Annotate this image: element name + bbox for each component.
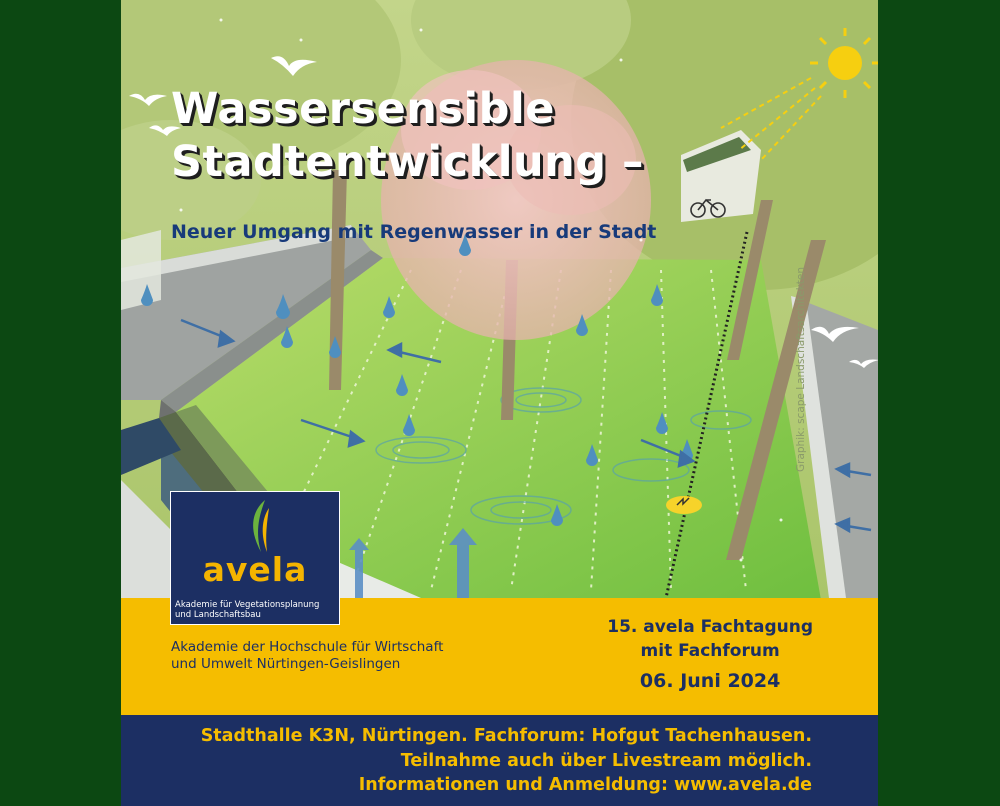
avela-logo (170, 491, 340, 625)
leaf-logo-icon (241, 498, 281, 554)
event-title: 15. avela Fachtagung (607, 617, 813, 637)
academy-line-1: Akademie der Hochschule für Wirtschaft (171, 639, 444, 655)
title-line-1: Wassersensible (171, 84, 555, 134)
logo-subtitle-line-1: Akademie für Vegetationsplanung (175, 600, 320, 610)
event-subtitle: mit Fachforum (640, 641, 780, 661)
footer-livestream: Teilnahme auch über Livestream möglich. (400, 750, 812, 771)
footer-venue: Stadthalle K3N, Nürtingen. Fachforum: Hofgut Tachenhausen. (200, 726, 812, 746)
logo-subtitle-line-2: und Landschaftsbau (175, 610, 261, 620)
logo-wordmark: avela (202, 550, 308, 589)
footer-info (201, 724, 812, 798)
event-date: 06. Juni 2024 (639, 670, 781, 692)
logo-subtitle (175, 600, 335, 620)
footer-band (121, 715, 878, 806)
academy-line-2: und Umwelt Nürtingen-Geislingen (171, 656, 401, 672)
event-info (607, 615, 813, 695)
graphic-credit: Graphik: scape Landschaftsarchitekten (795, 266, 807, 472)
academy-description (171, 639, 443, 673)
subtitle: Neuer Umgang mit Regenwasser in der Stadt (171, 221, 657, 243)
title-line-2: Stadtentwicklung – (171, 137, 644, 187)
footer-registration: Informationen und Anmeldung: www.avela.de (358, 775, 812, 795)
event-poster (121, 0, 878, 806)
